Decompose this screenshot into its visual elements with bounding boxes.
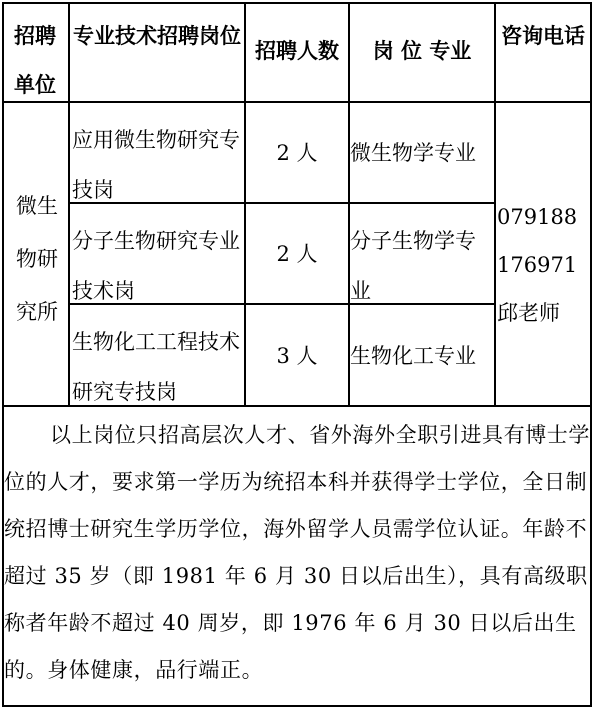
col-divider-4 xyxy=(494,2,496,407)
row-2-post: 分子生物研究专业技术岗 xyxy=(72,229,240,303)
row-2-count: 2 人 xyxy=(276,242,318,266)
header-contact: 咨询电话 xyxy=(501,24,585,48)
unit-name: 微生物研究所 xyxy=(16,194,58,324)
row-1-count: 2 人 xyxy=(276,141,318,165)
row-3-count: 3 人 xyxy=(276,344,318,368)
header-post-type: 专业技术招聘岗位 xyxy=(73,24,241,48)
row-3-major: 生物化工专业 xyxy=(350,344,476,368)
header-unit: 招聘单位 xyxy=(14,24,56,97)
row-1-post: 应用微生物研究专技岗 xyxy=(72,128,240,202)
table-border-right xyxy=(590,2,592,707)
row-1-major: 微生物学专业 xyxy=(350,141,476,165)
contact-phone: 079188176971 邱老师 xyxy=(497,205,578,325)
header-count: 招聘人数 xyxy=(255,39,339,63)
header-divider xyxy=(2,101,591,103)
row-3-post: 生物化工工程技术研究专技岗 xyxy=(72,330,240,404)
col-divider-1 xyxy=(68,2,70,407)
requirements-note: 以上岗位只招高层次人才、省外海外全职引进具有博士学位的人才，要求第一学历为统招本科并获得学士学位，全日制统招博士研究生学历学位，海外留学人员需学位认证。年龄不超过 35 岁（即 1981 年 6 月 30 日以后出生），具有高级职称者年龄不超过 40 周岁，即 1976 年 6 月 30 日以后出生的。身体健康，品行端正。 xyxy=(4,423,590,682)
row-2-major: 分子生物学专业 xyxy=(350,229,476,303)
table-border-bottom xyxy=(2,705,591,707)
header-major: 岗 位 专业 xyxy=(372,39,472,63)
table-border-top xyxy=(2,2,591,4)
